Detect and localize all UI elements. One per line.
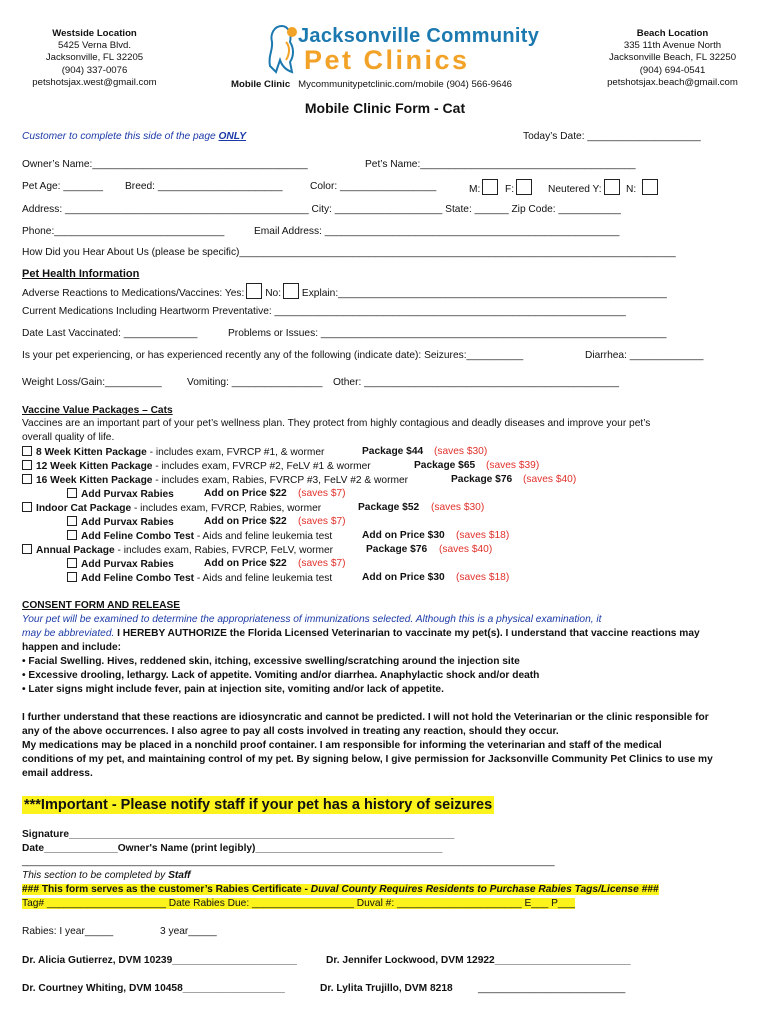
consent-line-2 [22,628,700,639]
tag-line-field[interactable]: Tag# _____________________ Date Rabies Due: __________________ Duval #: ______________________ E___ P___ [22,898,575,909]
sex-male-label: M: [469,184,481,195]
pet-age-field[interactable]: Pet Age: _______ [22,181,104,192]
package-name: 12 Week Kitten Package [36,461,153,472]
package-name: Indoor Cat Package [36,503,132,514]
mobile-clinic-contact: Mycommunitypetclinic.com/mobile (904) 566-9646 [298,79,512,90]
beach-address2: Jacksonville Beach, FL 32250 [608,52,737,64]
vet-name: Dr. Lylita Trujillo, DVM 8218 [320,983,453,994]
owner-name-field[interactable]: Owner’s Name:______________________________________ [22,159,308,170]
addon-desc: - Aids and feline leukemia test [194,531,333,542]
address-field[interactable]: Address: ___________________________________________ City: ___________________ State: ______ Zip Code: ___________ [22,204,621,215]
addon-checkbox[interactable] [67,488,77,498]
addon-row [67,530,332,542]
addon-row [67,488,174,500]
package-desc: - includes exam, FVRCP #2, FeLV #1 & wormer [152,461,371,472]
package-desc: - includes exam, FVRCP, Rabies, wormer [131,503,322,514]
vet-signature-line[interactable]: __________________________ [478,983,626,994]
mobile-clinic-info [231,79,512,90]
consent-bullet-2: • Excessive drooling, lethargy. Lack of appetite. Vomiting and/or diarrhea. Anaphylactic shock and/or death [22,670,540,681]
customer-note [22,131,246,142]
logo-subtitle: Pet Clinics [304,45,470,75]
consent-line-2b: I HEREBY AUTHORIZE the Florida Licensed Veterinarian to vaccinate my pet(s). I understand that vaccine reactions may [117,628,700,639]
vomiting-field[interactable]: Vomiting: ________________ [187,377,323,388]
consent-para-3: My medications may be placed in a nonchild proof container. I am responsible for informing the veterinarian and staff of the medical [22,740,662,751]
adverse-yes-label: Adverse Reactions to Medications/Vaccines: Yes: [22,288,245,299]
adverse-reactions [22,283,667,299]
beach-location [600,28,745,89]
addon-name: Add Purvax Rabies [81,559,174,570]
staff-note-staff: Staff [168,870,191,881]
mobile-clinic-label: Mobile Clinic [231,79,291,90]
addon-price: Add on Price $30 [362,530,445,541]
hear-about-field[interactable]: How Did you Hear About Us (please be specific)_____________________________________________________________________________ [22,247,676,258]
sex-male-checkbox[interactable] [482,179,498,195]
package-row [22,502,321,514]
beach-title: Beach Location [636,28,709,39]
neutered-yes-label: Neutered Y: [548,184,602,195]
adverse-no-checkbox[interactable] [283,283,299,299]
sex-male [469,179,498,195]
beach-email: petshotsjax.beach@gmail.com [607,76,738,88]
package-savings: (saves $40) [523,474,577,485]
westside-address2: Jacksonville, FL 32205 [45,52,144,64]
logo-title: Jacksonville Community [298,25,540,47]
email-field[interactable]: Email Address: ____________________________________________________ [254,226,620,237]
vaccine-intro-2: overall quality of life. [22,432,115,443]
package-price: Package $76 [451,474,513,485]
staff-note [22,870,191,881]
vet-signature-line[interactable]: Dr. Courtney Whiting, DVM 10458__________________ [22,983,285,994]
customer-note-only: ONLY [218,131,247,142]
rabies-1yr-field[interactable]: Rabies: I year_____ [22,926,114,937]
problems-field[interactable]: Problems or Issues: _____________________________________________________________ [228,328,667,339]
customer-note-text: Customer to complete this side of the page [22,131,219,142]
consent-bullet-1: • Facial Swelling. Hives, reddened skin, itching, excessive swelling/scratching around the injection site [22,656,520,667]
package-checkbox[interactable] [22,544,32,554]
package-checkbox[interactable] [22,446,32,456]
westside-address1: 5425 Verna Blvd. [57,40,132,52]
package-price: Package $44 [362,446,424,457]
seizure-warning: ***Important - Please notify staff if your pet has a history of seizures [24,797,493,813]
beach-address1: 335 11th Avenue North [623,40,722,52]
package-desc: - includes exam, Rabies, FVRCP #3, FeLV #2 & wormer [152,475,409,486]
last-vaccinated-field[interactable]: Date Last Vaccinated: _____________ [22,328,198,339]
addon-savings: (saves $7) [298,516,346,527]
addon-checkbox[interactable] [67,572,77,582]
adverse-explain-field[interactable]: Explain:__________________________________________________________ [301,288,667,299]
package-savings: (saves $39) [486,460,540,471]
sex-female-checkbox[interactable] [516,179,532,195]
rabies-3yr-field[interactable]: 3 year_____ [160,926,217,937]
vaccine-heading: Vaccine Value Packages – Cats [22,405,173,416]
rabies-certificate-text: ### This form serves as the customer’s Rabies Certificate - [22,884,311,895]
signature-field[interactable]: Signature____________________________________________________________________ [22,829,455,840]
package-price: Package $52 [358,502,420,513]
addon-name: Add Purvax Rabies [81,517,174,528]
addon-name: Add Purvax Rabies [81,489,174,500]
addon-price: Add on Price $22 [204,558,287,569]
consent-bullet-3: • Later signs might include fever, pain at injection site, vomiting and/or lack of appetite. [22,684,444,695]
addon-row [67,516,174,528]
health-heading: Pet Health Information [22,268,140,280]
package-savings: (saves $30) [431,502,485,513]
beach-phone: (904) 694-0541 [639,64,706,76]
consent-line-1: Your pet will be examined to determine the appropriateness of immunizations selected. Although this is a physical examination, it [22,614,602,625]
todays-date-field[interactable]: Today’s Date: ____________________ [523,131,701,142]
package-row [22,544,333,556]
addon-row [67,572,332,584]
package-row [22,460,371,472]
neutered-yes [548,179,620,195]
adverse-yes-checkbox[interactable] [246,283,262,299]
form-title: Mobile Clinic Form - Cat [304,100,466,116]
package-name: 8 Week Kitten Package [36,447,147,458]
diarrhea-field[interactable]: Diarrhea: _____________ [585,350,704,361]
package-name: 16 Week Kitten Package [36,475,153,486]
sex-female-label: F: [505,184,515,195]
westside-title: Westside Location [52,28,137,39]
vaccine-intro-1: Vaccines are an important part of your pet’s wellness plan. They protect from highly contagious and deadly diseases and improve your pet’s [22,418,651,429]
addon-price: Add on Price $22 [204,488,287,499]
package-row [22,474,408,486]
package-savings: (saves $40) [439,544,493,555]
westside-email: petshotsjax.west@gmail.com [32,76,157,88]
westside-location [22,28,167,89]
other-field[interactable]: Other: _____________________________________________ [333,377,620,388]
consent-heading: CONSENT FORM AND RELEASE [22,600,181,611]
package-checkbox[interactable] [22,502,32,512]
package-checkbox[interactable] [22,460,32,470]
breed-field[interactable]: Breed: ______________________ [125,181,283,192]
addon-name: Add Feline Combo Test [81,573,195,584]
package-price: Package $76 [366,544,428,555]
westside-phone: (904) 337-0076 [61,64,128,76]
addon-row [67,558,174,570]
weight-loss-field[interactable]: Weight Loss/Gain:__________ [22,377,162,388]
package-checkbox[interactable] [22,474,32,484]
seizures-field[interactable]: Is your pet experiencing, or has experienced recently any of the following (indicate date): Seizures:__________ [22,350,524,361]
consent-para-4: conditions of my pet, and maintaining control of my pet. By signing below, I give permission for Jacksonville Community Pet Clinics to use my [22,754,713,765]
addon-desc: - Aids and feline leukemia test [194,573,333,584]
neutered-yes-checkbox[interactable] [604,179,620,195]
addon-savings: (saves $7) [298,558,346,569]
addon-checkbox[interactable] [67,558,77,568]
vet-signature-line[interactable]: Dr. Jennifer Lockwood, DVM 12922________________________ [326,955,631,966]
package-desc: - includes exam, FVRCP #1, & wormer [146,447,325,458]
medications-field[interactable]: Current Medications Including Heartworm Preventative: ______________________________________________________________ [22,306,626,317]
addon-savings: (saves $18) [456,572,510,583]
adverse-no-label: No: [265,288,282,299]
consent-line-3: happen and include: [22,642,122,653]
rabies-certificate-note [22,884,659,895]
package-row [22,446,324,458]
phone-field[interactable]: Phone:______________________________ [22,226,225,237]
signature-extra-line: ______________________________________________________________________________________________ [22,856,555,867]
consent-para-2: any of the above occurrences. I also agree to pay all costs involved in treating any reaction, should they occur. [22,726,559,737]
neutered-no-label: N: [626,184,637,195]
consent-line-2a: may be abbreviated. [22,628,118,639]
addon-name: Add Feline Combo Test [81,531,195,542]
package-name: Annual Package [36,545,115,556]
addon-savings: (saves $18) [456,530,510,541]
neutered-no-checkbox[interactable] [642,179,658,195]
pet-name-field[interactable]: Pet’s Name:______________________________________ [365,159,636,170]
addon-checkbox[interactable] [67,530,77,540]
addon-savings: (saves $7) [298,488,346,499]
addon-price: Add on Price $30 [362,572,445,583]
sex-female [505,179,532,195]
date-owner-name-field[interactable]: Date_____________Owner's Name (print legibly)_________________________________ [22,843,443,854]
consent-para-5: email address. [22,768,93,779]
staff-note-text: This section to be completed by [22,870,169,881]
color-field[interactable]: Color: _________________ [310,181,437,192]
package-savings: (saves $30) [434,446,488,457]
consent-para-1: I further understand that these reactions are idiosyncratic and cannot be predicted. I will not hold the Veterinarian or the clinic responsible for [22,712,709,723]
package-price: Package $65 [414,460,476,471]
vet-signature-line[interactable]: Dr. Alicia Gutierrez, DVM 10239______________________ [22,955,297,966]
addon-price: Add on Price $22 [204,516,287,527]
duval-county-note: Duval County Requires Residents to Purchase Rabies Tags/License ### [310,884,659,895]
addon-checkbox[interactable] [67,516,77,526]
package-desc: - includes exam, Rabies, FVRCP, FeLV, wormer [114,545,334,556]
clinic-logo-icon [262,20,302,76]
neutered-no [626,179,658,195]
